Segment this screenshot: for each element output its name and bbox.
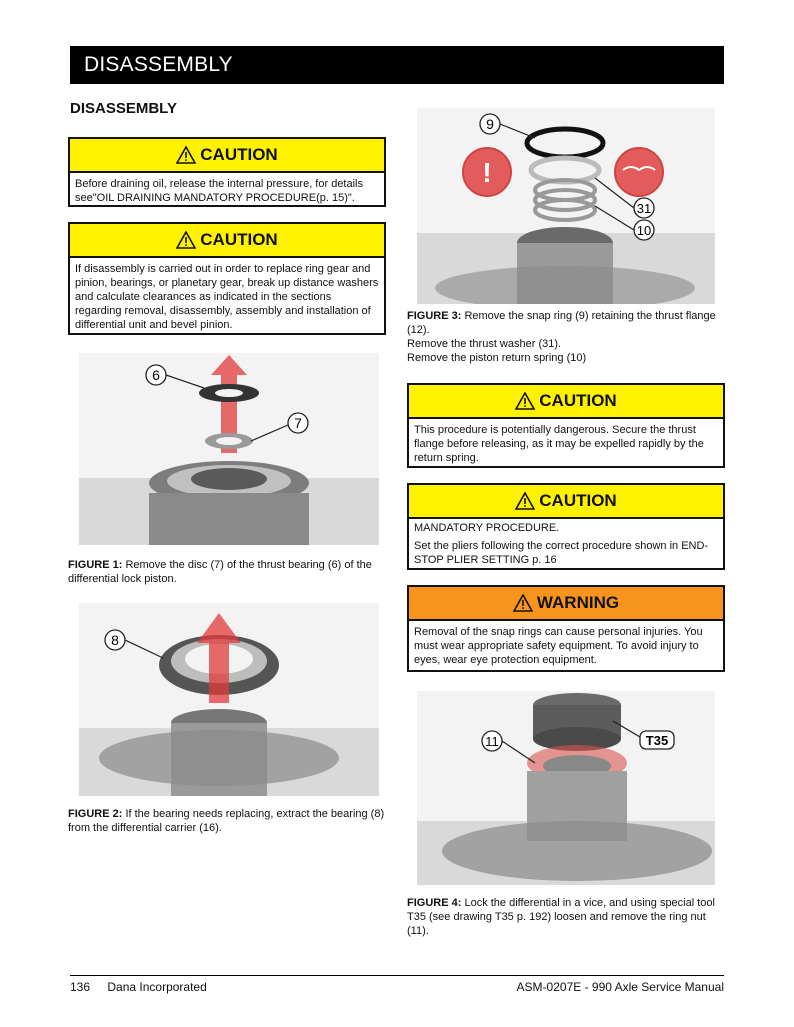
figure-2-image (79, 603, 379, 796)
caution-box-3 (407, 383, 725, 468)
warning-triangle-icon (176, 231, 196, 249)
manual-title: ASM-0207E - 990 Axle Service Manual (516, 980, 724, 994)
callout-8: 8 (111, 632, 119, 648)
warning-box (407, 585, 725, 672)
caution-heading: CAUTION (539, 391, 617, 410)
warning-triangle-icon (515, 392, 535, 410)
warning-triangle-icon (513, 594, 533, 612)
caution-heading: CAUTION (539, 491, 617, 510)
company-name: Dana Incorporated (107, 980, 207, 994)
footer-divider (70, 975, 724, 976)
callout-31: 31 (636, 201, 652, 216)
caution-text-line-2: Set the pliers following the correct procedure shown in END-STOP PLIER SETTING p. 16 (414, 540, 709, 566)
caution-text: Before draining oil, release the internal pressure, for details see"OIL DRAINING MANDATORY PROCEDURE(p. 15)". (75, 178, 363, 204)
figure-2-caption: FIGURE 2: If the bearing needs replacing, extract the bearing (8) from the differential carrier (16). (68, 808, 385, 834)
warning-triangle-icon (515, 492, 535, 510)
figure-4-caption: FIGURE 4: Lock the differential in a vice, and using special tool T35 (see drawing T35 p. 192) loosen and remove the ring nut (11). (407, 897, 715, 937)
callout-10: 10 (636, 223, 652, 238)
figure-1-image (79, 353, 379, 545)
warning-heading: WARNING (536, 593, 620, 612)
warning-triangle-icon (176, 146, 196, 164)
svg-text:!: ! (482, 157, 492, 188)
caution-box-4 (407, 483, 725, 570)
caution-text-line-1: MANDATORY PROCEDURE. (414, 522, 560, 534)
caution-heading: CAUTION (200, 145, 278, 164)
callout-11: 11 (485, 734, 499, 749)
caution-text: This procedure is potentially dangerous. Secure the thrust flange before releasing, as it may be expelled rapidly by the return spring. (414, 424, 704, 464)
callout-6: 6 (152, 367, 160, 383)
figure-4-image (417, 691, 715, 885)
callout-t35: T35 (645, 733, 669, 748)
section-title: DISASSEMBLY (70, 100, 177, 117)
callout-7: 7 (294, 415, 302, 431)
page-header: DISASSEMBLY (70, 46, 724, 84)
caution-heading: CAUTION (200, 230, 278, 249)
caution-box-1 (68, 137, 386, 207)
figure-3-image (417, 108, 715, 304)
figure-1-caption: FIGURE 1: Remove the disc (7) of the thrust bearing (6) of the differential lock piston. (68, 559, 372, 585)
caution-box-2 (68, 222, 386, 335)
figure-3-caption: FIGURE 3: Remove the snap ring (9) retaining the thrust flange (12). Remove the thrust washer (31). Remove the piston return spring (10) (407, 310, 716, 364)
footer-left (70, 980, 221, 994)
caution-text: If disassembly is carried out in order to replace ring gear and pinion, bearings, or planetary gear, break up distance washers and calculate clearances as indicated in the sections regarding removal, disassembly, assembly and installation of differential unit and bevel pinion. (75, 263, 379, 331)
page-number: 136 (70, 980, 91, 994)
callout-9: 9 (486, 116, 494, 132)
warning-text: Removal of the snap rings can cause personal injuries. You must wear appropriate safety equipment. To avoid injury to eyes, wear eye protection equipment. (414, 626, 703, 666)
